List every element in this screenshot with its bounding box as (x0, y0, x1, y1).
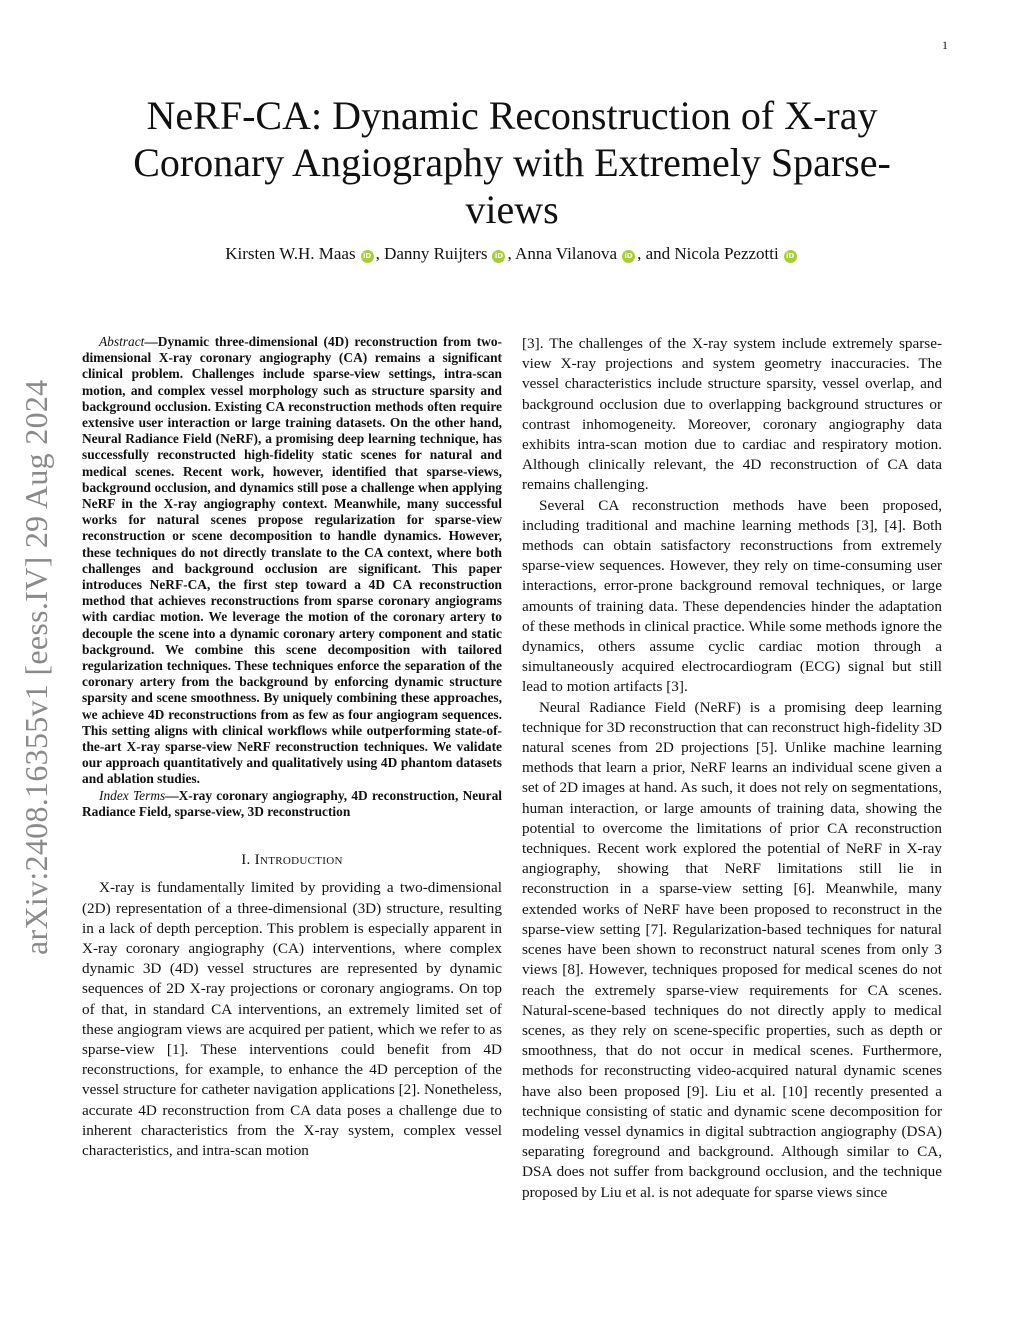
author-name: Danny Ruijters (384, 244, 488, 263)
author-name: Nicola Pezzotti (674, 244, 779, 263)
left-column (82, 334, 502, 1161)
orcid-icon[interactable]: iD (492, 250, 505, 263)
author-name: Anna Vilanova (515, 244, 618, 263)
orcid-icon[interactable]: iD (622, 250, 635, 263)
section-title: Introduction (254, 852, 343, 869)
arxiv-identifier: arXiv:2408.16355v1 [eess.IV] 29 Aug 2024 (18, 379, 54, 955)
author-list (112, 244, 912, 264)
body-paragraph: X-ray is fundamentally limited by providing a two-dimensional (2D) representation of a three-dimensional (3D) structure, resulting in a lack of depth perception. This problem is especially apparent in X-ray coronary angiography (CA) interventions, where complex dynamic 3D (4D) vessel structures are represented by dynamic sequences of 2D X-ray projections or coronary angiograms. On top of that, in standard CA interventions, an extremely limited set of these angiogram views are acquired per patient, which we refer to as sparse-view [1]. These interventions could benefit from 4D reconstructions, for example, to enhance the 4D perception of the vessel structure for catheter navigation applications [2]. Nonetheless, accurate 4D reconstruction from CA data poses a challenge due to inherent characteristics from the X-ray system, complex vessel characteristics, and intra-scan motion (82, 879, 502, 1159)
orcid-icon[interactable]: iD (784, 250, 797, 263)
body-paragraph: Several CA reconstruction methods have been proposed, including traditional and machine learning methods [3], [4]. Both methods can obtain satisfactory reconstructions from extremely sparse-view sequences. However, they rely on time-consuming user interactions, error-prone background removal techniques, or large amounts of training data. These dependencies hinder the adaptation of these methods in clinical practice. While some methods ignore the dynamics, others assume cyclic cardiac motion through a simultaneously acquired electrocardiogram (ECG) signal but still lead to motion artifacts [3]. (522, 496, 942, 696)
orcid-icon[interactable]: iD (361, 250, 374, 263)
section-heading (82, 850, 502, 870)
abstract (82, 334, 502, 788)
body-paragraph: Neural Radiance Field (NeRF) is a promising deep learning technique for 3D reconstruction that can reconstruct high-fidelity 3D natural scenes from 2D projections [5]. Unlike machine learning methods that learn a prior, NeRF learns an individual scene given a set of 2D images at hand. As such, it does not rely on segmentations, human interaction, or large amounts of training data, showing the potential to overcome the limitations of prior CA reconstruction techniques. Recent work explored the potential of NeRF in X-ray angiography, showing that NeRF limitations still lie in reconstruction in a sparse-view setting [6]. Meanwhile, many extended works of NeRF have been proposed to reconstruct in the sparse-view setting [7]. Regularization-based techniques for natural scenes have been shown to reconstruct natural scenes from only 3 views [8]. However, techniques proposed for medical scenes do not reach the extremely sparse-view requirements for CA scenes. Natural-scene-based techniques do not directly apply to medical scenes, as they rely on scene-specific properties, such as depth or smoothness, that do not occur in medical scenes. Furthermore, methods for reconstructing video-acquired natural dynamic scenes have also been proposed [9]. Liu et al. [10] recently presented a technique consisting of static and dynamic scene decomposition for modeling vessel dynamics in digital subtraction angiography (DSA) separating foreground and background. Although similar to CA, DSA does not suffer from background occlusion, and the technique proposed by Liu et al. is not adequate for sparse views since (522, 698, 942, 1201)
abstract-label: Abstract (99, 334, 145, 349)
index-terms-text: —X-ray coronary angiography, 4D reconstruction, Neural Radiance Field, sparse-view, 3D reconstruction (82, 787, 502, 819)
index-terms-label: Index Terms (99, 787, 166, 803)
body-paragraph-continued: [3]. The challenges of the X-ray system include extremely sparse-view X-ray projections and system geometry inaccuracies. The vessel characteristics include structure sparsity, vessel overlap, and background occlusion due to overlapping background structures or contrast inhomogeneity. Moreover, coronary angiography data exhibits intra-scan motion due to cardiac and respiratory motion. Although clinically relevant, the 4D reconstruction of CA data remains challenging. (522, 335, 942, 494)
author-separator: , and (637, 244, 675, 263)
index-terms (82, 788, 502, 820)
author-separator: , (507, 244, 516, 263)
author-separator: , (375, 244, 385, 263)
right-column (522, 334, 942, 1203)
paper-title: NeRF-CA: Dynamic Reconstruction of X-ray Coronary Angiography with Extremely Sparse-views (133, 93, 891, 232)
section-number: I. (241, 852, 255, 869)
author-name: Kirsten W.H. Maas (225, 244, 356, 263)
page-number: 1 (942, 38, 948, 52)
abstract-text: —Dynamic three-dimensional (4D) reconstruction from two-dimensional X-ray coronary angiography (CA) remains a significant clinical problem. Challenges include sparse-view settings, intra-scan motion, and complex vessel morphology such as structure sparsity and background occlusion. Existing CA reconstruction methods often require extensive user interaction or large training datasets. On the other hand, Neural Radiance Field (NeRF), a promising deep learning technique, has successfully reconstructed high-fidelity static scenes for natural and medical scenes. Recent work, however, identified that sparse-views, background occlusion, and dynamics still pose a challenge when applying NeRF in the X-ray angiography context. Meanwhile, many successful works for natural scenes propose regularization for sparse-view reconstruction or scene decomposition to handle dynamics. However, these techniques do not directly translate to the CA context, where both challenges and background occlusion are significant. This paper introduces NeRF-CA, the first step toward a 4D CA reconstruction method that achieves reconstructions from sparse coronary angiograms with cardiac motion. We leverage the motion of the coronary artery to decouple the scene into a dynamic coronary artery component and static background. We combine this scene decomposition with tailored regularization techniques. These techniques enforce the separation of the coronary artery from the background by enforcing dynamic structure sparsity and scene smoothness. By uniquely combining these approaches, we achieve 4D reconstructions from as few as four angiogram sequences. This setting aligns with clinical workflows while outperforming state-of-the-art X-ray sparse-view NeRF reconstruction techniques. We validate our approach quantitatively and qualitatively using 4D phantom datasets and ablation studies. (82, 334, 502, 787)
